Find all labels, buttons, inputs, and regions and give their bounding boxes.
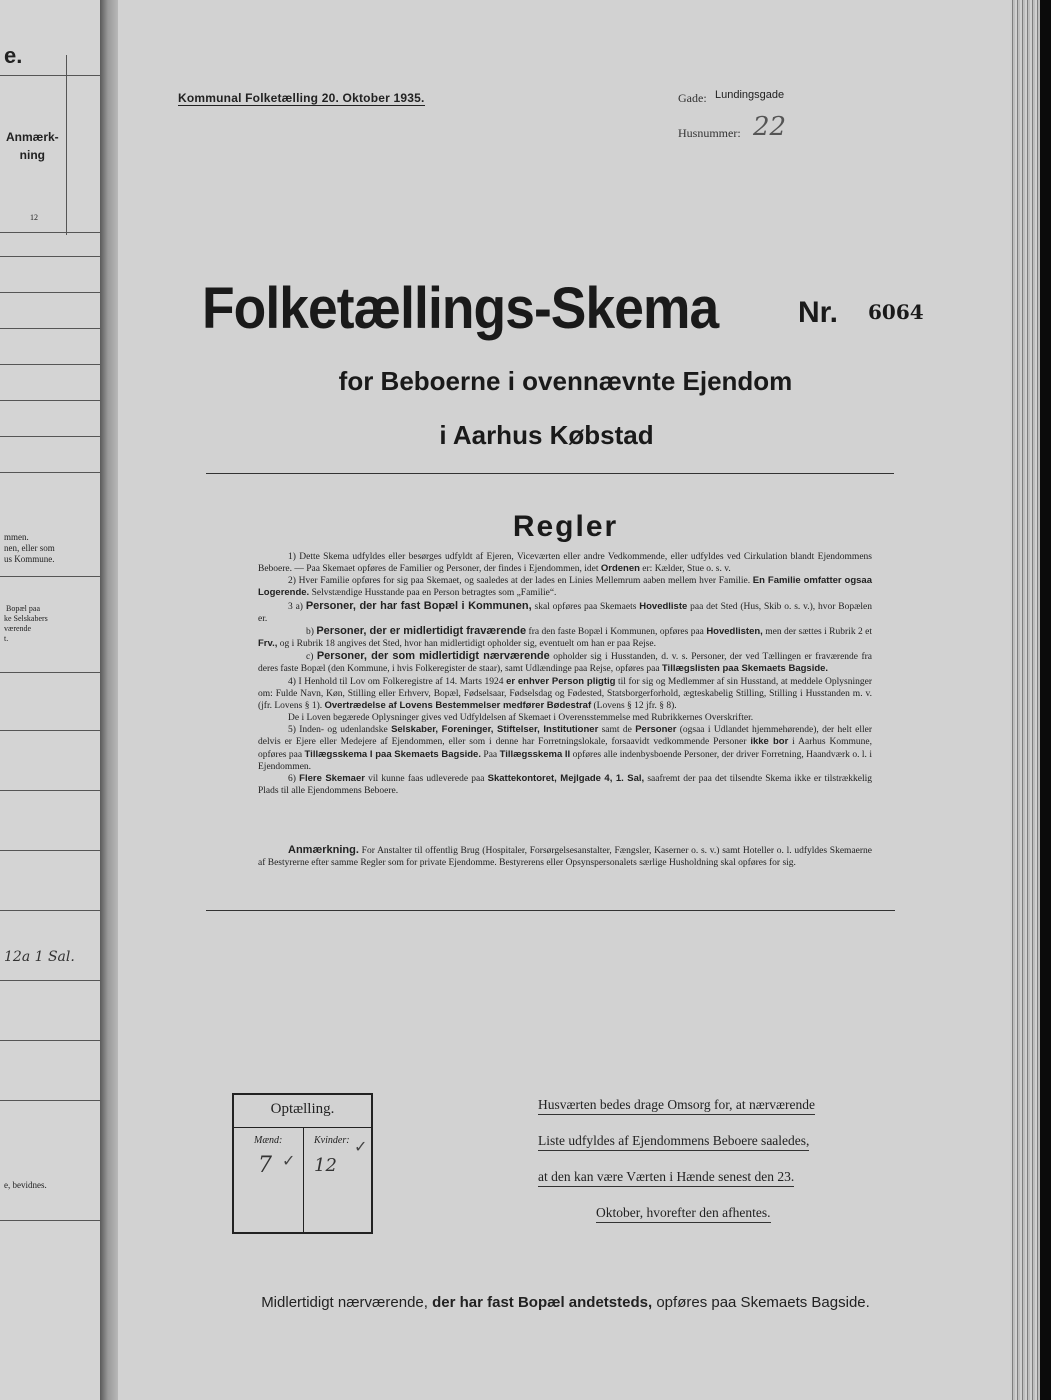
remark-paragraph: [258, 844, 872, 869]
form-subtitle: for Beboerne i ovennævnte Ejendom: [338, 366, 793, 396]
left-page-snippet: Bopæl paa ke Selskabers værende t.: [4, 604, 48, 643]
left-page-rule: [0, 910, 100, 911]
rule-2: 2) Hver Familie opføres for sig paa Skemaet, og saaledes at der lades en Linies Mellemrum aaben mellem hver Familie. En Familie omfatter ogsaa Logerende. Selvstændige Husstande paa en Person betragtes som „Familie“.: [258, 575, 872, 599]
form-number-label: Nr.: [798, 296, 839, 329]
rule-3a: 3 a) Personer, der har fast Bopæl i Kommunen, skal opføres paa Skemaets Hovedliste paa det Sted (Hus, Skib o. s. v.), hvor Bopælen er.: [258, 599, 873, 624]
left-page-rule: [0, 328, 100, 329]
left-page-header: e.: [4, 43, 23, 68]
house-number-label: Husnummer:: [678, 126, 741, 140]
left-page-column-line: [66, 55, 67, 235]
left-page-rule: [0, 75, 100, 76]
census-header: Kommunal Folketælling 20. Oktober 1935.: [178, 91, 425, 105]
left-page-rule: [0, 472, 100, 473]
rule-4b: De i Loven begærede Oplysninger gives ved Udfyldelsen af Skemaet i Overensstemmelse med Rubrikkernes Overskrifter.: [288, 713, 754, 724]
left-page-rule: [0, 790, 100, 791]
notice-line: Liste udfyldes af Ejendommens Beboere saaledes,: [538, 1133, 809, 1151]
women-count: 12: [314, 1155, 337, 1176]
left-page-rule: [0, 400, 100, 401]
left-page-rule: [0, 850, 100, 851]
left-page-rule: [0, 980, 100, 981]
rule-3b: b) Personer, der er midlertidigt fraværende fra den faste Bopæl i Kommunen, opføres paa Hovedlisten, men der sættes i Rubrik 2 et Frv., og i Rubrik 18 angives det Sted, hvor han midlertidigt opholder sig, eventuelt om han er paa Rejse.: [258, 624, 872, 650]
notice-line: Husværten bedes drage Omsorg for, at nærværende: [538, 1097, 815, 1115]
rule-1: 1) Dette Skema udfyldes eller besørges udfyldt af Ejeren, Viceværten eller andre Vedkommende, eller udfyldes ved Cirkulation blandt Ejendommens Beboere. — Paa Skemaet opføres de Familier og Personer, der findes i Ejendommen, idet Ordenen er: Kælder, Stue o. s. v.: [258, 552, 872, 575]
men-label: Mænd:: [254, 1135, 283, 1146]
count-box: [232, 1093, 373, 1234]
remark-text: For Anstalter til offentlig Brug (Hospitaler, Forsørgelsesanstalter, Fængsler, Kaserner o. s. v.) samt Hoteller o. l. udfyldes Skemaerne af Bestyrerne efter samme Regler som for private Ejendomme. Bestyrerens eller Opsynspersonalets særlige Husholdning skal opføres for sig.: [258, 846, 873, 869]
rule-5: 5) Inden- og udenlandske Selskaber, Foreninger, Stiftelser, Institutioner samt de Personer (ogsaa i Udlandet hjemmehørende), der helt eller delvis er Ejere eller Medejere af Ejendommen, eller som i denne har Forretningslokale, forsaavidt vedkommende Personer ikke bor i Aarhus Kommune, opføres paa Tillægsskema I paa Skemaets Bagside. Paa Tillægsskema II opføres alle indenbysboende Personer, der driver Forretning, Haandværk o. l. i Ejendommen.: [258, 724, 873, 772]
divider: [206, 910, 895, 911]
left-page-rule: [0, 576, 100, 577]
left-page-rule: [0, 1220, 100, 1221]
men-count: 7: [258, 1153, 272, 1178]
street-value: Lundingsgade: [715, 89, 785, 101]
left-page-rule: [0, 364, 100, 365]
left-page-handwriting: 12a 1 Sal.: [4, 949, 75, 965]
rules-heading: Regler: [512, 510, 619, 543]
rule-6: 6) Flere Skemaer vil kunne faas udleverede paa Skattekontoret, Mejlgade 4, 1. Sal, saafremt der paa det tilsendte Skema ikke er tilstrækkelig Plads til alle Ejendommens Beboere.: [258, 772, 872, 796]
street-label: Gade:: [678, 91, 707, 105]
rules-text: [258, 551, 872, 797]
notice-line: at den kan være Værten i Hænde senest den 23.: [538, 1169, 794, 1187]
left-page-rule: [0, 1100, 100, 1101]
left-page-rule: [0, 256, 100, 257]
check-mark-icon: ✓: [282, 1153, 296, 1170]
census-form-page: [118, 0, 1013, 1400]
count-box-divider: [303, 1128, 304, 1232]
count-title: Optælling.: [270, 1101, 335, 1117]
left-page-snippet: mmen. nen, eller som us Kommune.: [4, 532, 55, 564]
left-page-column-head: Anmærk- ning: [6, 130, 59, 162]
form-title: Folketællings-Skema: [202, 276, 719, 341]
left-page-rule: [0, 436, 100, 437]
rule-4: 4) I Henhold til Lov om Folkeregistre af 14. Marts 1924 er enhver Person pligtig til for sig og Medlemmer af sin Husstand, at meddele Oplysninger om: Fulde Navn, Køn, Stilling eller Erhverv, Bopæl, Fødselsaar, Fødselsdag og Fødested, Statsborgerforhold, ægteskabelig Stilling, Stilling i Husstanden m. v. (jfr. Lovens § 1). Overtrædelse af Lovens Bestemmelser medfører Bødestraf (Lovens § 12 jfr. § 8).: [258, 675, 872, 711]
footer-note: Midlertidigt nærværende, der har fast Bopæl andetsteds, opføres paa Skemaets Bagside.: [261, 1294, 870, 1311]
rule-3c: c) Personer, der som midlertidigt nærværende opholder sig i Husstanden, d. v. s. Personer, der ved Tællingen er fraværende fra deres faste Bopæl (den Kommune, i hvis Folkeregister de staar), samt Udlændinge paa Rejse, opføres paa Tillægslisten paa Skemaets Bagside.: [258, 650, 873, 675]
form-number-value: 6064: [868, 300, 924, 324]
page-stack-edge: [1010, 0, 1040, 1400]
book-gutter: [100, 0, 120, 1400]
left-page-rule: [0, 292, 100, 293]
left-facing-page: [0, 0, 102, 1400]
form-subtitle-city: i Aarhus Købstad: [439, 420, 654, 450]
left-page-snippet: e, bevidnes.: [4, 1180, 47, 1190]
house-number-value: 22: [753, 112, 787, 142]
divider: [206, 473, 894, 474]
remark-label: Anmærkning.: [288, 844, 359, 856]
left-page-rule: [0, 1040, 100, 1041]
notice-line: Oktober, hvorefter den afhentes.: [596, 1205, 771, 1223]
left-page-rule: [0, 730, 100, 731]
women-label: Kvinder:: [314, 1135, 350, 1146]
left-page-column-number: 12: [30, 213, 38, 222]
left-page-rule: [0, 232, 100, 233]
check-mark-icon: ✓: [354, 1139, 368, 1156]
left-page-rule: [0, 672, 100, 673]
